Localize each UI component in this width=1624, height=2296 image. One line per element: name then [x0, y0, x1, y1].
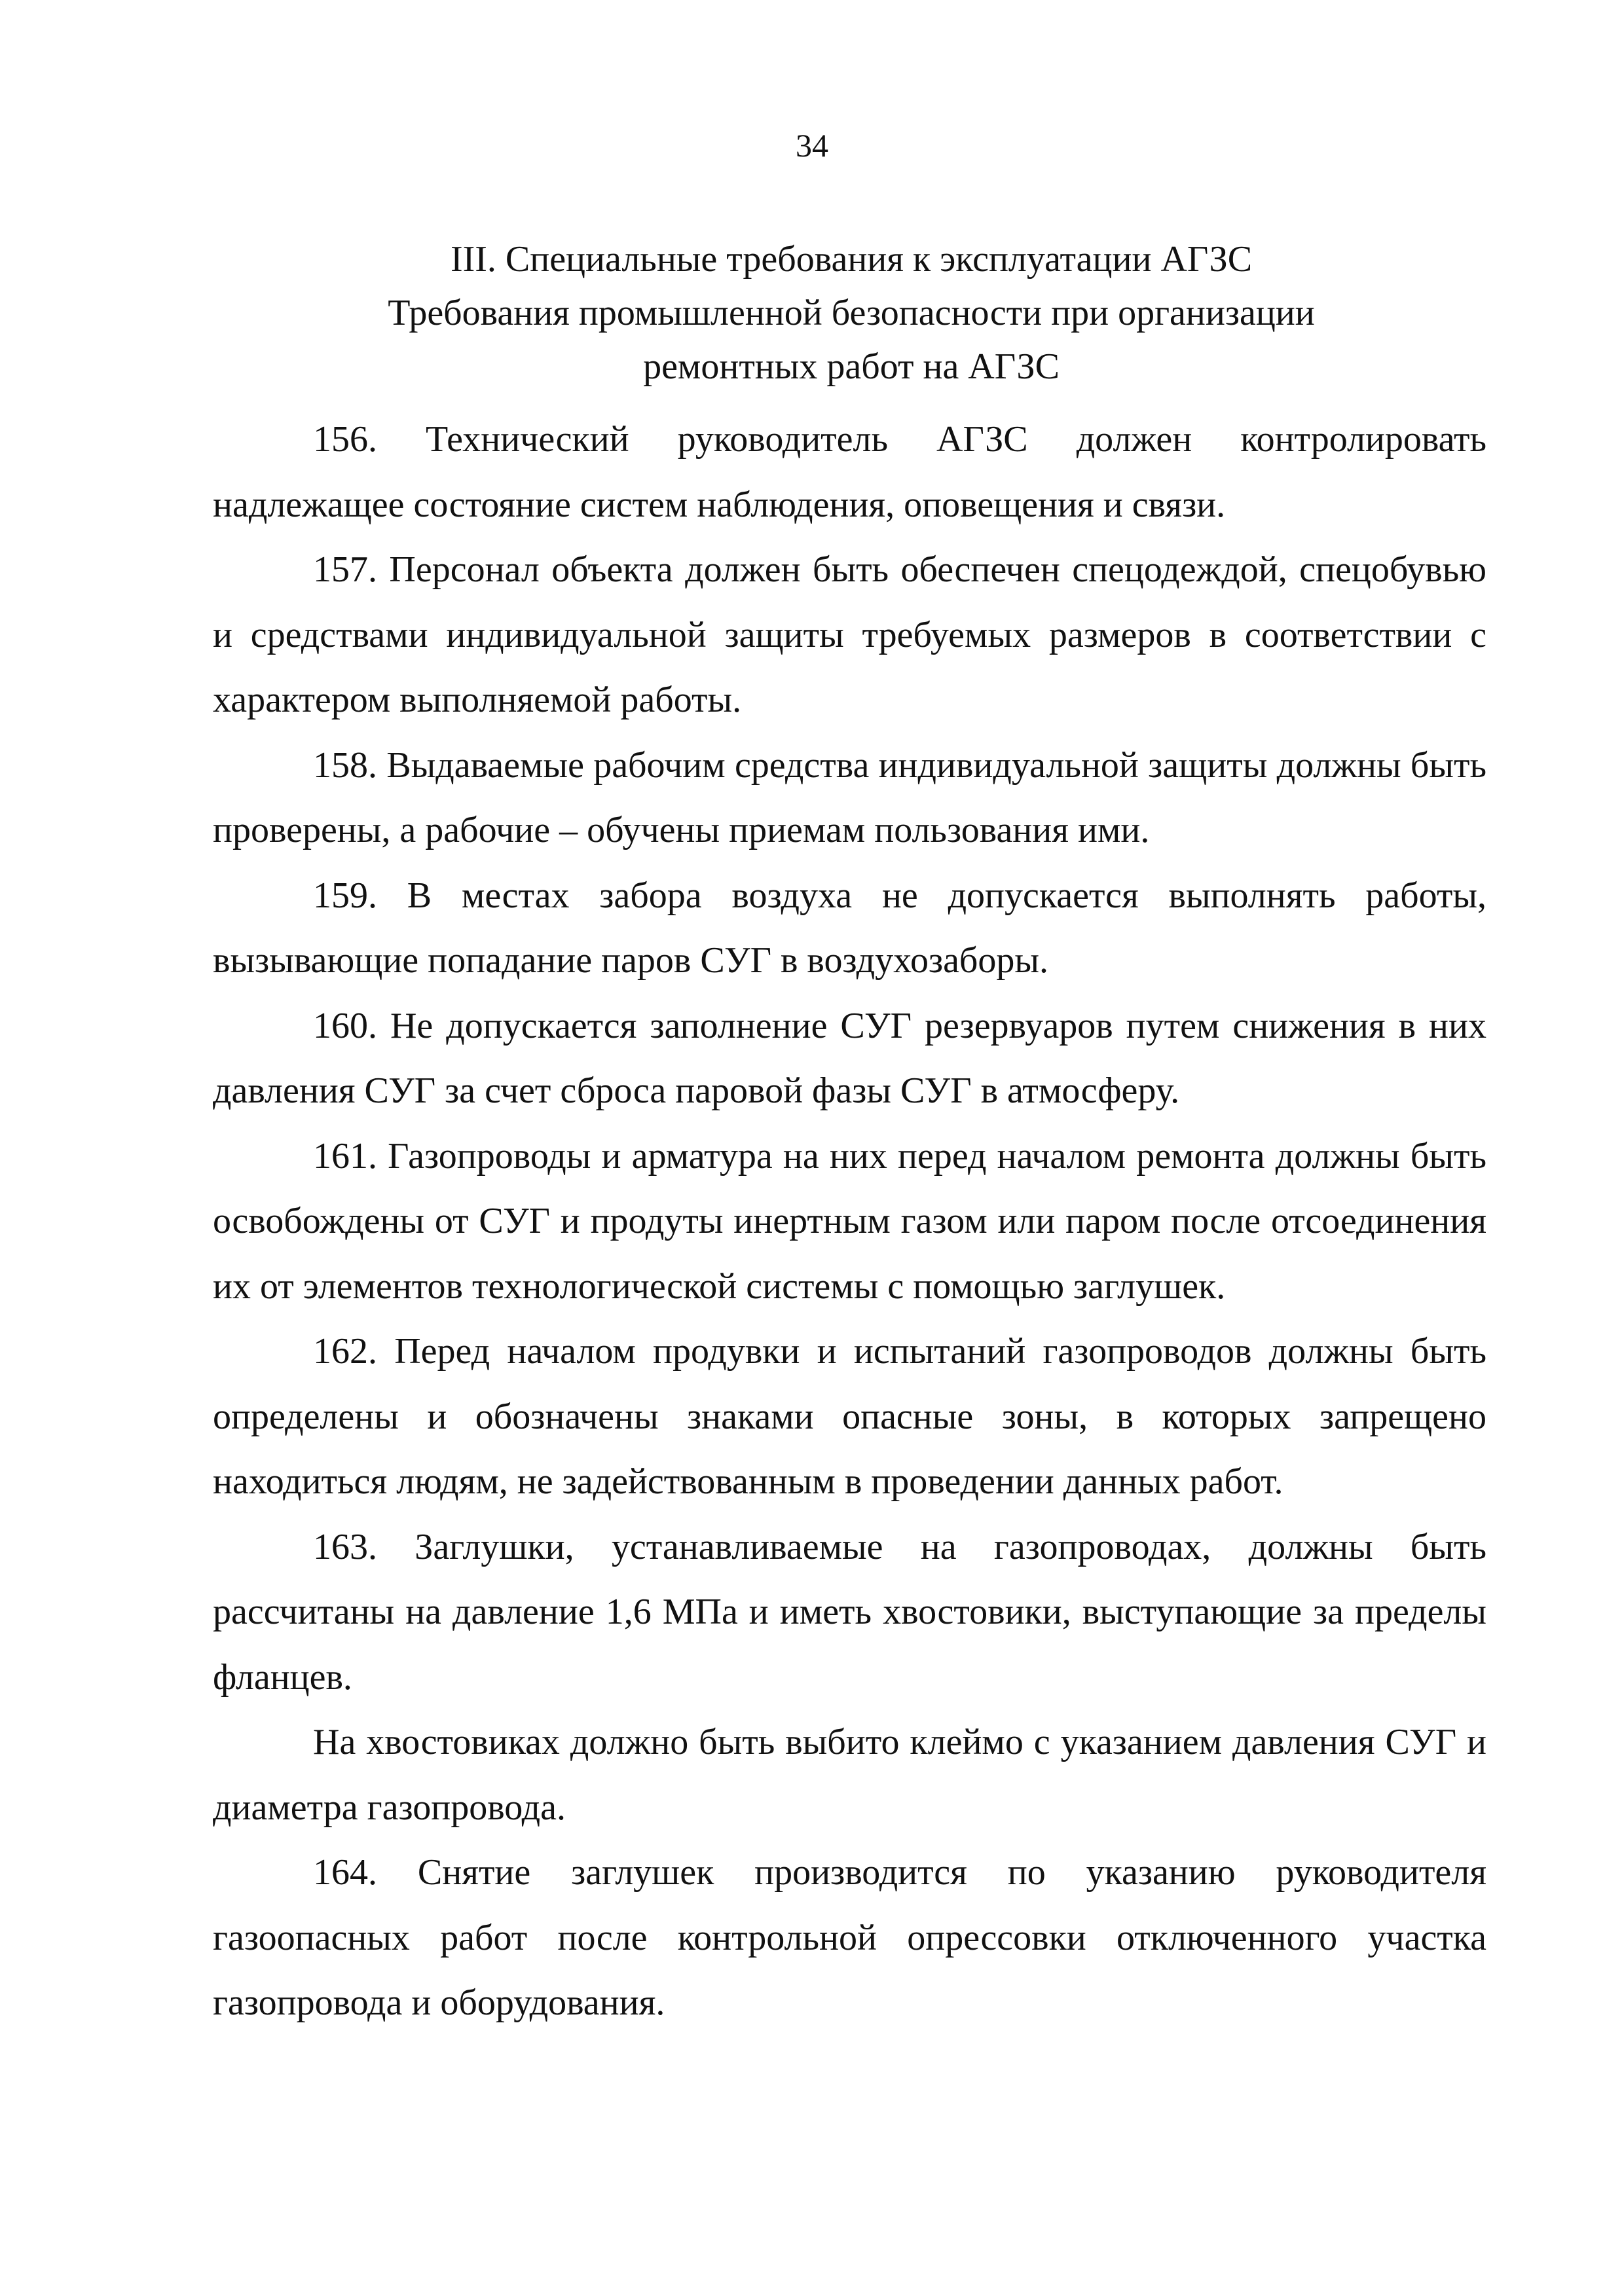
- paragraph-160: 160. Не допускается заполнение СУГ резервуаров путем снижения в них давления СУГ за счет сброса паровой фазы СУГ в атмосферу.: [213, 1005, 1486, 1111]
- heading-line-1: III. Специальные требования к эксплуатации АГЗС: [450, 239, 1253, 280]
- heading-line-2: Требования промышленной безопасности при организации: [388, 293, 1315, 333]
- paragraph-157: 157. Персонал объекта должен быть обеспечен спецодеждой, спецобувью и средствами индивидуальной защиты требуемых размеров в соответствии с характером выполняемой работы.: [213, 549, 1486, 720]
- heading-line-3: ремонтных работ на АГЗС: [643, 346, 1060, 387]
- document-body: [213, 407, 1486, 2036]
- paragraph-163-continuation: На хвостовиках должно быть выбито клеймо с указанием давления СУГ и диаметра газопровода.: [213, 1722, 1486, 1828]
- paragraph-164: 164. Снятие заглушек производится по указанию руководителя газоопасных работ после контрольной опрессовки отключенного участка газопровода и оборудования.: [213, 1852, 1486, 2023]
- paragraph-158: 158. Выдаваемые рабочим средства индивидуальной защиты должны быть проверены, а рабочие – обучены приемам пользования ими.: [213, 744, 1486, 850]
- page-number: 34: [796, 127, 828, 164]
- paragraph-156: 156. Технический руководитель АГЗС должен контролировать надлежащее состояние систем наблюдения, оповещения и связи.: [213, 419, 1486, 525]
- paragraph-159: 159. В местах забора воздуха не допускается выполнять работы, вызывающие попадание паров СУГ в воздухозаборы.: [213, 875, 1486, 981]
- section-heading: [210, 232, 1493, 393]
- paragraph-161: 161. Газопроводы и арматура на них перед началом ремонта должны быть освобождены от СУГ и продуты инертным газом или паром после отсоединения их от элементов технологической системы с помощью заглушек.: [213, 1135, 1486, 1307]
- paragraph-162: 162. Перед началом продувки и испытаний газопроводов должны быть определены и обозначены знаками опасные зоны, в которых запрещено находиться людям, не задействованным в проведении данных работ.: [213, 1331, 1486, 1502]
- paragraph-163: 163. Заглушки, устанавливаемые на газопроводах, должны быть рассчитаны на давление 1,6 МПа и иметь хвостовики, выступающие за пределы фланцев.: [213, 1526, 1486, 1698]
